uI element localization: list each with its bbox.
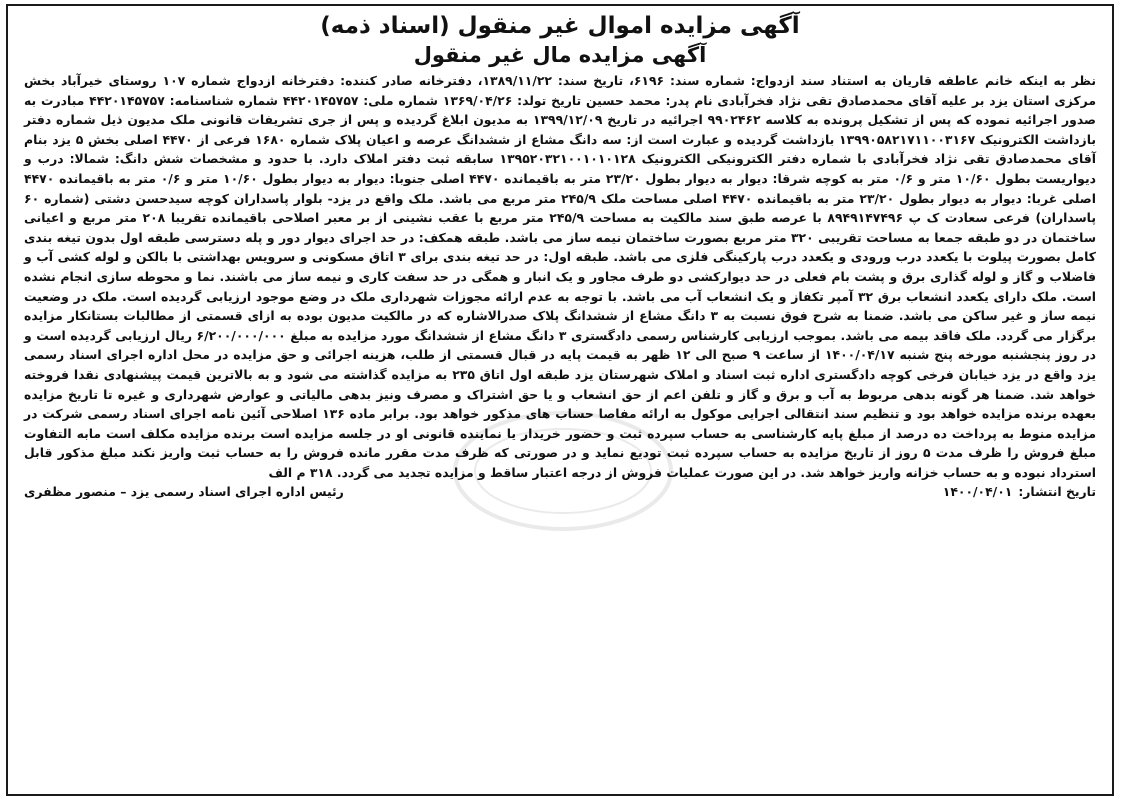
- notice-subtitle: آگهی مزایده مال غیر منقول: [413, 43, 707, 67]
- publish-label: تاریخ انتشار:: [1018, 484, 1096, 500]
- publish-info: [943, 482, 1096, 501]
- notice-frame: [6, 4, 1114, 796]
- watermark-stamp-icon: [448, 406, 678, 536]
- notice-title: آگهی مزایده اموال غیر منقول (اسناد ذمه): [320, 13, 800, 39]
- signature: رئیس اداره اجرای اسناد رسمی یزد – منصور مظفری: [24, 484, 344, 500]
- publish-date: ۱۴۰۰/۰۴/۰۱: [942, 484, 1013, 500]
- notice-body: نظر به اینکه خانم عاطفه قاریان به استناد سند ازدواج: شماره سند: ۶۱۹۶، تاریخ سند: ۱۳۸۹/۱۱/۲۲، دفترخانه صادر کننده: دفترخانه ازدواج شماره ۱۰۷ روستای خیرآباد بخش مرکزی استان یزد بر علیه آقای محمدصادق تقی نژاد فخرآبادی نام پدر: محمد حسین تاریخ تولد: ۱۳۶۹/۰۴/۲۶ شماره ملی: ۴۴۲۰۱۴۵۷۵۷ شماره شناسنامه: ۴۴۲۰۱۴۵۷۵۷ مبادرت به صدور اجرائیه نموده که پس از تشکیل پرونده به کلاسه ۹۹۰۲۴۶۲ اجرائیه در تاریخ ۱۳۹۹/۱۲/۰۹ به مدیون ابلاغ گردیده و پس از جری تشریفات قانونی ملک مدیون ذیل شماره دفتر بازداشت الکترونیک ۱۳۹۹۰۵۸۲۱۷۱۱۰۰۳۱۶۷ بازداشت گردیده و عبارت است از: سه دانگ مشاع از ششدانگ عرصه و اعیان پلاک شماره ۱۶۸۰ فرعی از ۴۴۷۰ اصلی بخش ۵ یزد بنام آقای محمدصادق تقی نژاد فخرآبادی با شماره دفتر الکترونیکی الکترونیک ۱۳۹۵۲۰۳۲۱۰۰۱۰۱۰۱۲۸ سابقه ثبت دفتر املاک دارد. با حدود و مشخصات شش دانگ: شمالا: درب و دیواریست بطول ۱۰/۶۰ متر و ۰/۶ متر به کوچه شرقا: دیوار به دیوار بطول ۲۳/۲۰ متر به باقیمانده ۴۴۷۰ اصلی جنوبا: دیوار به دیوار بطول ۱۰/۶۰ متر و ۰/۶ متر به باقیمانده ۴۴۷۰ اصلی غربا: دیوار به دیوار بطول ۲۳/۲۰ متر به باقیمانده ۴۴۷۰ اصلی مساحت ملک ۲۴۵/۹ متر مربع می باشد. ملک واقع در یزد- بلوار پاسداران کوچه سیدحسن دشتی (شماره ۶۰ پاسداران) فرعی سعادت ک پ ۸۹۴۹۱۴۷۴۹۶ با عرصه طبق سند مالکیت به مساحت ۲۴۵/۹ متر مربع با عقب نشینی از بر معبر اصلاحی باقیمانده تقریبا ۲۰۸ متر مربع و اعیانی ساختمان در دو طبقه جمعا به مساحت تقریبی ۳۲۰ متر مربع بصورت ساختمان نیمه ساز می باشد. طبقه همکف: در حد اجرای دیوار دور و پله دسترسی طبقه اول بدون تیغه بندی کامل بصورت پیلوت با یکعدد درب ورودی و یکعدد درب پارکینگی فلزی می باشد. طبقه اول: در حد تیغه بندی برای ۳ اتاق مسکونی و سرویس بهداشتی با بالکن و لوله کشی آب و فاضلاب و گاز و لوله گذاری برق و پشت بام فعلی در حد دیوارکشی دو طرف مجاور و یک انبار و همگی در حد سفت کاری و نیمه ساز می باشند. نما و محوطه سازی انجام نشده است. ملک دارای یکعدد انشعاب برق ۳۲ آمپر تکفاز و یک انشعاب آب می باشد. با توجه به عدم ارائه مجوزات شهرداری ملک در وضع موجود ارزیابی گردیده است. ملک در وضعیت نیمه ساز و غیر ساکن می باشد. ضمنا به شرح فوق نسبت به ۳ دانگ مشاع از ششدانگ پلاک صدرالاشاره که در مالکیت مدیون بوده به ازای قسمتی از مطالبات بستانکار مزایده برگزار می گردد. ملک فاقد بیمه می باشد. بموجب ارزیابی کارشناس رسمی دادگستری ۳ دانگ مشاع از ششدانگ مورد مزایده به مبلغ ۶/۲۰۰/۰۰۰/۰۰۰ ریال ارزیابی گردیده است و در روز پنجشنبه مورخه پنج شنبه ۱۴۰۰/۰۴/۱۷ از ساعت ۹ صبح الی ۱۲ ظهر به قیمت پایه در قبال قسمتی از طلب، هزینه اجرائی و حق مزایده در محل اداره اجرای اسناد رسمی یزد واقع در یزد خیابان فرخی کوچه دادگستری اداره ثبت اسناد و املاک شهرستان یزد طبقه اول اتاق ۲۳۵ به مزایده گذاشته می شود و به بالاترین قیمت پیشنهادی نقدا فروخته خواهد شد. ضمنا هر گونه بدهی مربوط به آب و برق و گاز و تلفن اعم از حق انشعاب و یا حق اشتراک و مصرف ونیز بدهی مالیاتی و عوارض شهرداری و غیره تا تاریخ مزایده بعهده برنده مزایده خواهد بود و تنظیم سند انتقالی اجرایی موکول به ارائه مفاصا حساب های مذکور خواهد بود. برابر ماده ۱۳۶ اصلاحی آئین نامه اجرای اسناد رسمی شرکت در مزایده منوط به پرداخت ده درصد از مبلغ پایه کارشناسی به حساب سپرده ثبت و حضور خریدار یا نماینده قانونی او در جلسه مزایده است برنده مزایده مکلف است مابه التفاوت مبلغ فروش را ظرف مدت ۵ روز از تاریخ مزایده به حساب سپرده ثبت تودیع نماید و در صورتی که ظرف مدت مقرر مانده فروش را به حساب ثبت واریز نکند مبلغ مذکور قابل استرداد نبوده و به حساب خزانه واریز خواهد شد. در این صورت عملیات فروش از درجه اعتبار ساقط و مزایده تجدید می گردد. ۳۱۸ م الف: [24, 73, 1097, 480]
